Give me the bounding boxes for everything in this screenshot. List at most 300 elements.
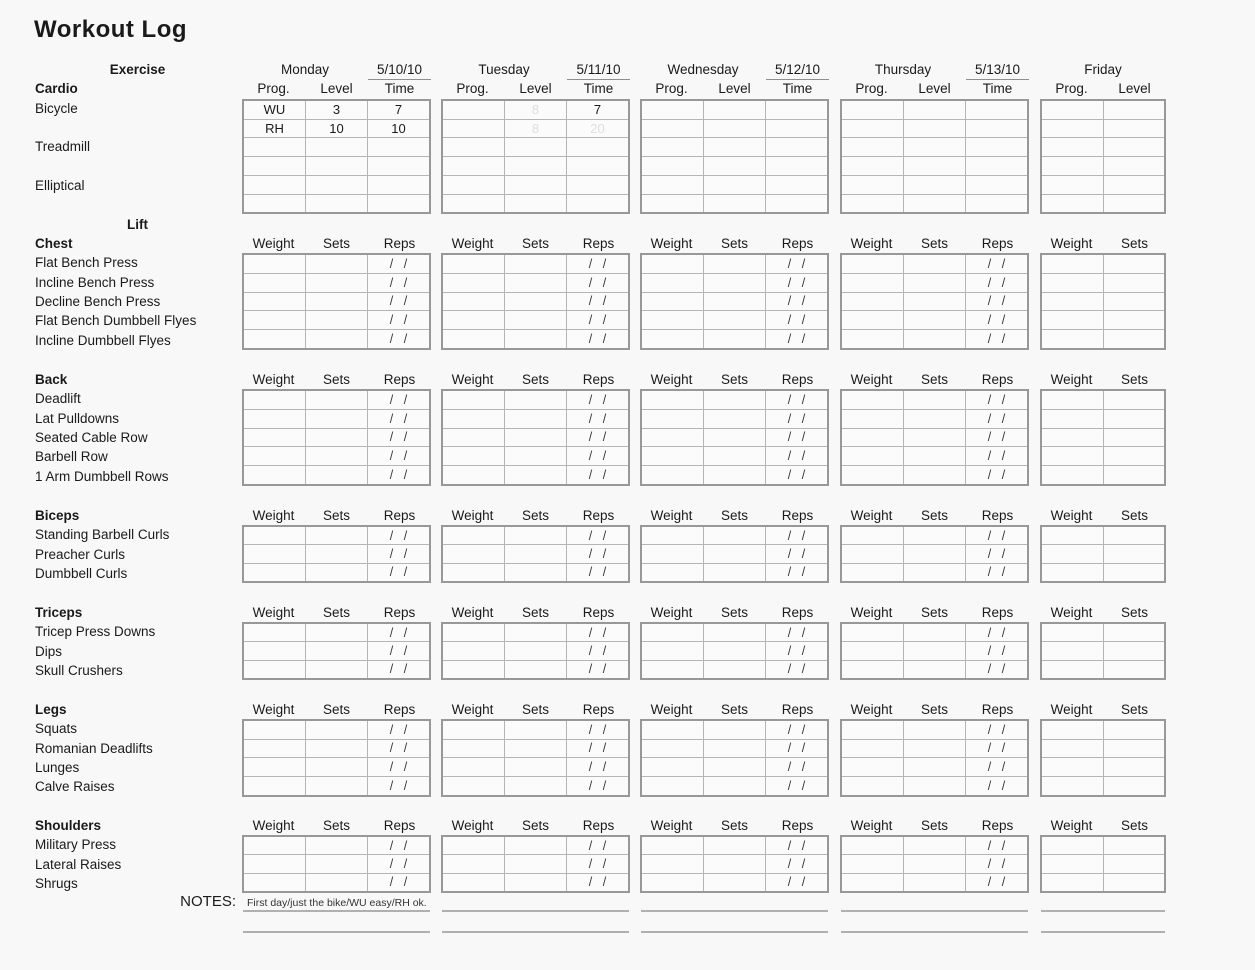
- col-header-weight-tuesday: Weight: [451, 236, 494, 251]
- lift-row: [642, 465, 827, 484]
- lift-row: [842, 739, 1027, 758]
- lift-row: [842, 757, 1027, 776]
- lift-row: [642, 292, 827, 311]
- day-header-thursday: Thursday: [874, 62, 932, 77]
- section-label-triceps: Triceps: [35, 605, 83, 620]
- lift-row: [244, 660, 429, 678]
- col-header-sets-tuesday: Sets: [521, 236, 549, 251]
- lift-row: [842, 563, 1027, 581]
- lift-cell: [642, 410, 703, 428]
- exercise-label-calve-raises: Calve Raises: [35, 779, 115, 795]
- lift-cell: [642, 311, 703, 329]
- lift-table-back-monday: [242, 389, 431, 486]
- cardio-cell: [903, 195, 965, 213]
- lift-cell: [305, 311, 367, 329]
- lift-cell: [703, 410, 765, 428]
- lift-cell: [305, 721, 367, 739]
- section-label-cardio: Cardio: [35, 81, 78, 96]
- reps-marks: / /: [566, 466, 628, 484]
- col-header-sets-friday: Sets: [1120, 372, 1148, 387]
- lift-cell: [903, 661, 965, 678]
- col-header-weight-monday: Weight: [252, 372, 295, 387]
- cardio-cell: [642, 176, 703, 194]
- cardio-cell: [765, 176, 827, 194]
- lift-cell: [1042, 274, 1103, 292]
- lift-cell: [842, 721, 903, 739]
- day-header-wednesday: Wednesday: [667, 62, 739, 77]
- lift-cell: [1042, 855, 1103, 872]
- lift-cell: [1103, 410, 1165, 428]
- reps-marks: / /: [566, 330, 628, 348]
- col-header-reps-tuesday: Reps: [582, 508, 615, 523]
- notes-label: NOTES:: [180, 893, 236, 910]
- cardio-row: [244, 119, 429, 138]
- cardio-cell: [1103, 138, 1165, 156]
- lift-cell: [1103, 837, 1165, 854]
- lift-cell: [703, 642, 765, 659]
- lift-row: [443, 255, 628, 273]
- section-label-shoulders: Shoulders: [35, 818, 102, 833]
- lift-row: [443, 465, 628, 484]
- lift-row: [443, 273, 628, 292]
- exercise-label-lat-pulldowns: Lat Pulldowns: [35, 410, 120, 426]
- lift-row: [842, 409, 1027, 428]
- cardio-cell: [842, 157, 903, 175]
- col-header-weight-thursday: Weight: [850, 372, 893, 387]
- reps-marks: / /: [566, 564, 628, 581]
- cardio-row: [244, 175, 429, 194]
- lift-row: [842, 873, 1027, 891]
- lift-row: [642, 544, 827, 562]
- reps-marks: / /: [765, 293, 827, 311]
- lift-row: [642, 854, 827, 872]
- exercise-label-skull-crushers: Skull Crushers: [35, 662, 123, 678]
- col-header-time-tuesday: Time: [583, 81, 614, 96]
- lift-cell: [504, 293, 566, 311]
- col-header-weight-wednesday: Weight: [650, 236, 693, 251]
- lift-cell: [504, 447, 566, 465]
- reps-marks: / /: [367, 274, 429, 292]
- col-header-reps-monday: Reps: [383, 605, 416, 620]
- lift-cell: [504, 330, 566, 348]
- lift-cell: [1042, 545, 1103, 562]
- reps-marks: / /: [566, 777, 628, 795]
- col-header-reps-thursday: Reps: [981, 236, 1014, 251]
- lift-table-back-wednesday: [640, 389, 829, 486]
- cardio-row: [443, 137, 628, 156]
- reps-marks: / /: [566, 255, 628, 273]
- lift-cell: [703, 758, 765, 776]
- col-header-weight-monday: Weight: [252, 702, 295, 717]
- lift-row: [244, 544, 429, 562]
- lift-cell: [642, 740, 703, 758]
- cardio-cell: 3: [305, 101, 367, 119]
- lift-cell: [443, 527, 504, 544]
- cardio-cell: [244, 157, 305, 175]
- lift-row: [642, 255, 827, 273]
- col-header-sets-thursday: Sets: [920, 702, 948, 717]
- cardio-row: [1042, 156, 1164, 175]
- lift-cell: [443, 564, 504, 581]
- reps-marks: / /: [367, 330, 429, 348]
- lift-row: [244, 757, 429, 776]
- cardio-row: [244, 137, 429, 156]
- cardio-cell: [443, 101, 504, 119]
- lift-row: [842, 273, 1027, 292]
- cardio-cell: [1042, 120, 1103, 138]
- notes-line: [1041, 897, 1165, 912]
- cardio-cell: [367, 157, 429, 175]
- reps-marks: / /: [965, 466, 1027, 484]
- lift-table-legs-thursday: [840, 719, 1029, 797]
- exercise-label-preacher-curls: Preacher Curls: [35, 546, 126, 562]
- col-header-reps-wednesday: Reps: [781, 605, 814, 620]
- cardio-cell: 8: [504, 101, 566, 119]
- lift-cell: [504, 527, 566, 544]
- lift-row: [1042, 527, 1164, 544]
- col-header-reps-tuesday: Reps: [582, 372, 615, 387]
- lift-cell: [842, 837, 903, 854]
- lift-cell: [842, 740, 903, 758]
- lift-cell: [305, 255, 367, 273]
- col-header-reps-tuesday: Reps: [582, 605, 615, 620]
- lift-cell: [1042, 837, 1103, 854]
- lift-cell: [443, 545, 504, 562]
- reps-marks: / /: [367, 624, 429, 641]
- col-header-reps-thursday: Reps: [981, 818, 1014, 833]
- lift-cell: [703, 293, 765, 311]
- lift-cell: [642, 642, 703, 659]
- section-label-back: Back: [35, 372, 68, 387]
- lift-cell: [1042, 721, 1103, 739]
- col-header-weight-friday: Weight: [1050, 818, 1093, 833]
- col-header-weight-monday: Weight: [252, 605, 295, 620]
- lift-table-legs-monday: [242, 719, 431, 797]
- lift-row: [1042, 292, 1164, 311]
- col-header-level-tuesday: Level: [519, 81, 552, 96]
- col-header-reps-wednesday: Reps: [781, 236, 814, 251]
- lift-cell: [443, 410, 504, 428]
- col-header-sets-friday: Sets: [1120, 508, 1148, 523]
- lift-cell: [244, 564, 305, 581]
- lift-cell: [903, 758, 965, 776]
- col-header-sets-tuesday: Sets: [521, 372, 549, 387]
- lift-row: [642, 446, 827, 465]
- lift-cell: [244, 527, 305, 544]
- lift-row: [642, 837, 827, 854]
- reps-marks: / /: [566, 855, 628, 872]
- lift-cell: [244, 624, 305, 641]
- lift-cell: [305, 624, 367, 641]
- col-header-reps-tuesday: Reps: [582, 702, 615, 717]
- page-title: Workout Log: [34, 16, 188, 43]
- lift-cell: [305, 661, 367, 678]
- lift-header: Lift: [127, 217, 148, 232]
- col-header-level-thursday: Level: [918, 81, 951, 96]
- lift-cell: [903, 391, 965, 409]
- reps-marks: / /: [965, 564, 1027, 581]
- reps-marks: / /: [765, 391, 827, 409]
- lift-cell: [1042, 527, 1103, 544]
- lift-cell: [703, 777, 765, 795]
- lift-cell: [642, 391, 703, 409]
- cardio-cell: [367, 195, 429, 213]
- col-header-reps-monday: Reps: [383, 702, 416, 717]
- lift-cell: [305, 642, 367, 659]
- lift-row: [1042, 428, 1164, 447]
- col-header-weight-wednesday: Weight: [650, 605, 693, 620]
- lift-cell: [642, 255, 703, 273]
- lift-row: [1042, 544, 1164, 562]
- col-header-sets-thursday: Sets: [920, 818, 948, 833]
- lift-cell: [443, 874, 504, 891]
- cardio-cell: [504, 157, 566, 175]
- cardio-row: [244, 194, 429, 213]
- lift-table-triceps-tuesday: [441, 622, 630, 680]
- lift-cell: [642, 293, 703, 311]
- lift-cell: [1042, 429, 1103, 447]
- reps-marks: / /: [965, 661, 1027, 678]
- lift-cell: [1103, 429, 1165, 447]
- lift-cell: [1042, 642, 1103, 659]
- cardio-cell: [642, 138, 703, 156]
- lift-row: [642, 527, 827, 544]
- lift-row: [1042, 721, 1164, 739]
- notes-line: [841, 897, 1028, 912]
- cardio-cell: [642, 120, 703, 138]
- lift-row: [443, 563, 628, 581]
- lift-table-back-friday: [1040, 389, 1166, 486]
- notes-line: [841, 918, 1028, 933]
- reps-marks: / /: [367, 758, 429, 776]
- cardio-cell: 7: [566, 101, 628, 119]
- cardio-cell: 10: [305, 120, 367, 138]
- reps-marks: / /: [965, 274, 1027, 292]
- lift-cell: [903, 429, 965, 447]
- cardio-row: [1042, 175, 1164, 194]
- lift-row: [842, 329, 1027, 348]
- cardio-cell: [765, 157, 827, 175]
- lift-cell: [703, 447, 765, 465]
- lift-row: [842, 292, 1027, 311]
- lift-cell: [443, 721, 504, 739]
- cardio-cell: [903, 176, 965, 194]
- lift-cell: [244, 293, 305, 311]
- cardio-cell: 8: [504, 120, 566, 138]
- lift-cell: [244, 837, 305, 854]
- reps-marks: / /: [765, 564, 827, 581]
- reps-marks: / /: [566, 429, 628, 447]
- lift-cell: [1103, 391, 1165, 409]
- cardio-row: [842, 156, 1027, 175]
- cardio-cell: [642, 157, 703, 175]
- col-header-weight-monday: Weight: [252, 508, 295, 523]
- cardio-cell: [965, 157, 1027, 175]
- lift-row: [642, 776, 827, 795]
- lift-cell: [642, 624, 703, 641]
- lift-cell: [903, 255, 965, 273]
- cardio-cell: [965, 176, 1027, 194]
- reps-marks: / /: [765, 855, 827, 872]
- lift-cell: [305, 758, 367, 776]
- reps-marks: / /: [765, 410, 827, 428]
- lift-row: [642, 563, 827, 581]
- lift-row: [244, 854, 429, 872]
- lift-row: [842, 544, 1027, 562]
- cardio-table-thursday: [840, 99, 1029, 214]
- notes-line: [1041, 918, 1165, 933]
- lift-table-chest-monday: [242, 253, 431, 350]
- lift-cell: [443, 447, 504, 465]
- lift-cell: [903, 837, 965, 854]
- cardio-row: [244, 156, 429, 175]
- lift-row: [842, 641, 1027, 659]
- cardio-cell: [703, 138, 765, 156]
- lift-cell: [305, 874, 367, 891]
- date-thursday: 5/13/10: [966, 61, 1029, 80]
- lift-cell: [903, 777, 965, 795]
- lift-table-biceps-tuesday: [441, 525, 630, 583]
- cardio-cell: [842, 195, 903, 213]
- reps-marks: / /: [566, 311, 628, 329]
- col-header-weight-friday: Weight: [1050, 236, 1093, 251]
- reps-marks: / /: [765, 255, 827, 273]
- reps-marks: / /: [765, 661, 827, 678]
- col-header-weight-wednesday: Weight: [650, 508, 693, 523]
- col-header-sets-thursday: Sets: [920, 236, 948, 251]
- lift-cell: [842, 410, 903, 428]
- reps-marks: / /: [367, 527, 429, 544]
- cardio-cell: [443, 138, 504, 156]
- cardio-cell: [703, 157, 765, 175]
- lift-row: [1042, 624, 1164, 641]
- lift-cell: [244, 410, 305, 428]
- exercise-label-treadmill: Treadmill: [35, 139, 91, 155]
- exercise-label-dips: Dips: [35, 643, 63, 659]
- cardio-table-wednesday: [640, 99, 829, 214]
- lift-cell: [703, 311, 765, 329]
- col-header-weight-friday: Weight: [1050, 702, 1093, 717]
- lift-cell: [504, 429, 566, 447]
- cardio-cell: [566, 195, 628, 213]
- lift-cell: [703, 661, 765, 678]
- reps-marks: / /: [765, 545, 827, 562]
- cardio-row: [642, 137, 827, 156]
- col-header-sets-tuesday: Sets: [521, 605, 549, 620]
- reps-marks: / /: [566, 293, 628, 311]
- col-header-sets-monday: Sets: [322, 702, 350, 717]
- lift-table-chest-wednesday: [640, 253, 829, 350]
- lift-cell: [244, 311, 305, 329]
- lift-cell: [1103, 564, 1165, 581]
- lift-cell: [842, 311, 903, 329]
- lift-cell: [244, 429, 305, 447]
- cardio-row: [842, 119, 1027, 138]
- reps-marks: / /: [965, 410, 1027, 428]
- lift-table-legs-friday: [1040, 719, 1166, 797]
- cardio-row: [443, 175, 628, 194]
- cardio-cell: [244, 176, 305, 194]
- lift-cell: [504, 311, 566, 329]
- section-label-chest: Chest: [35, 236, 73, 251]
- reps-marks: / /: [965, 624, 1027, 641]
- reps-marks: / /: [965, 429, 1027, 447]
- reps-marks: / /: [367, 642, 429, 659]
- lift-row: [443, 409, 628, 428]
- reps-marks: / /: [765, 429, 827, 447]
- col-header-weight-friday: Weight: [1050, 372, 1093, 387]
- reps-marks: / /: [367, 311, 429, 329]
- lift-row: [443, 641, 628, 659]
- cardio-row: [1042, 194, 1164, 213]
- col-header-weight-wednesday: Weight: [650, 818, 693, 833]
- col-header-weight-thursday: Weight: [850, 236, 893, 251]
- cardio-cell: [1103, 101, 1165, 119]
- reps-marks: / /: [566, 758, 628, 776]
- cardio-cell: [1103, 157, 1165, 175]
- lift-cell: [244, 661, 305, 678]
- lift-cell: [504, 564, 566, 581]
- lift-cell: [244, 447, 305, 465]
- lift-cell: [504, 545, 566, 562]
- col-header-weight-tuesday: Weight: [451, 372, 494, 387]
- lift-cell: [842, 255, 903, 273]
- lift-cell: [504, 661, 566, 678]
- col-header-time-thursday: Time: [982, 81, 1013, 96]
- col-header-weight-wednesday: Weight: [650, 702, 693, 717]
- col-header-time-wednesday: Time: [782, 81, 813, 96]
- cardio-row: [842, 194, 1027, 213]
- lift-table-triceps-thursday: [840, 622, 1029, 680]
- col-header-sets-friday: Sets: [1120, 605, 1148, 620]
- lift-cell: [305, 837, 367, 854]
- lift-row: [842, 721, 1027, 739]
- lift-row: [443, 292, 628, 311]
- lift-row: [1042, 641, 1164, 659]
- lift-row: [642, 739, 827, 758]
- lift-cell: [642, 564, 703, 581]
- lift-row: [244, 446, 429, 465]
- lift-cell: [1042, 874, 1103, 891]
- col-header-weight-tuesday: Weight: [451, 605, 494, 620]
- reps-marks: / /: [566, 545, 628, 562]
- col-header-weight-thursday: Weight: [850, 818, 893, 833]
- col-header-prog-monday: Prog.: [257, 81, 290, 96]
- cardio-cell: [305, 195, 367, 213]
- lift-row: [1042, 873, 1164, 891]
- col-header-weight-friday: Weight: [1050, 605, 1093, 620]
- reps-marks: / /: [765, 642, 827, 659]
- lift-row: [244, 624, 429, 641]
- reps-marks: / /: [965, 391, 1027, 409]
- lift-cell: [443, 330, 504, 348]
- lift-cell: [903, 642, 965, 659]
- col-header-weight-tuesday: Weight: [451, 508, 494, 523]
- col-header-reps-thursday: Reps: [981, 702, 1014, 717]
- reps-marks: / /: [367, 429, 429, 447]
- lift-cell: [642, 330, 703, 348]
- reps-marks: / /: [367, 564, 429, 581]
- lift-table-shoulders-tuesday: [441, 835, 630, 893]
- lift-cell: [903, 545, 965, 562]
- lift-cell: [504, 255, 566, 273]
- lift-row: [842, 527, 1027, 544]
- lift-cell: [244, 274, 305, 292]
- lift-cell: [443, 311, 504, 329]
- lift-row: [1042, 837, 1164, 854]
- exercise-label-incline-dumbbell-flyes: Incline Dumbbell Flyes: [35, 332, 171, 348]
- lift-cell: [1103, 777, 1165, 795]
